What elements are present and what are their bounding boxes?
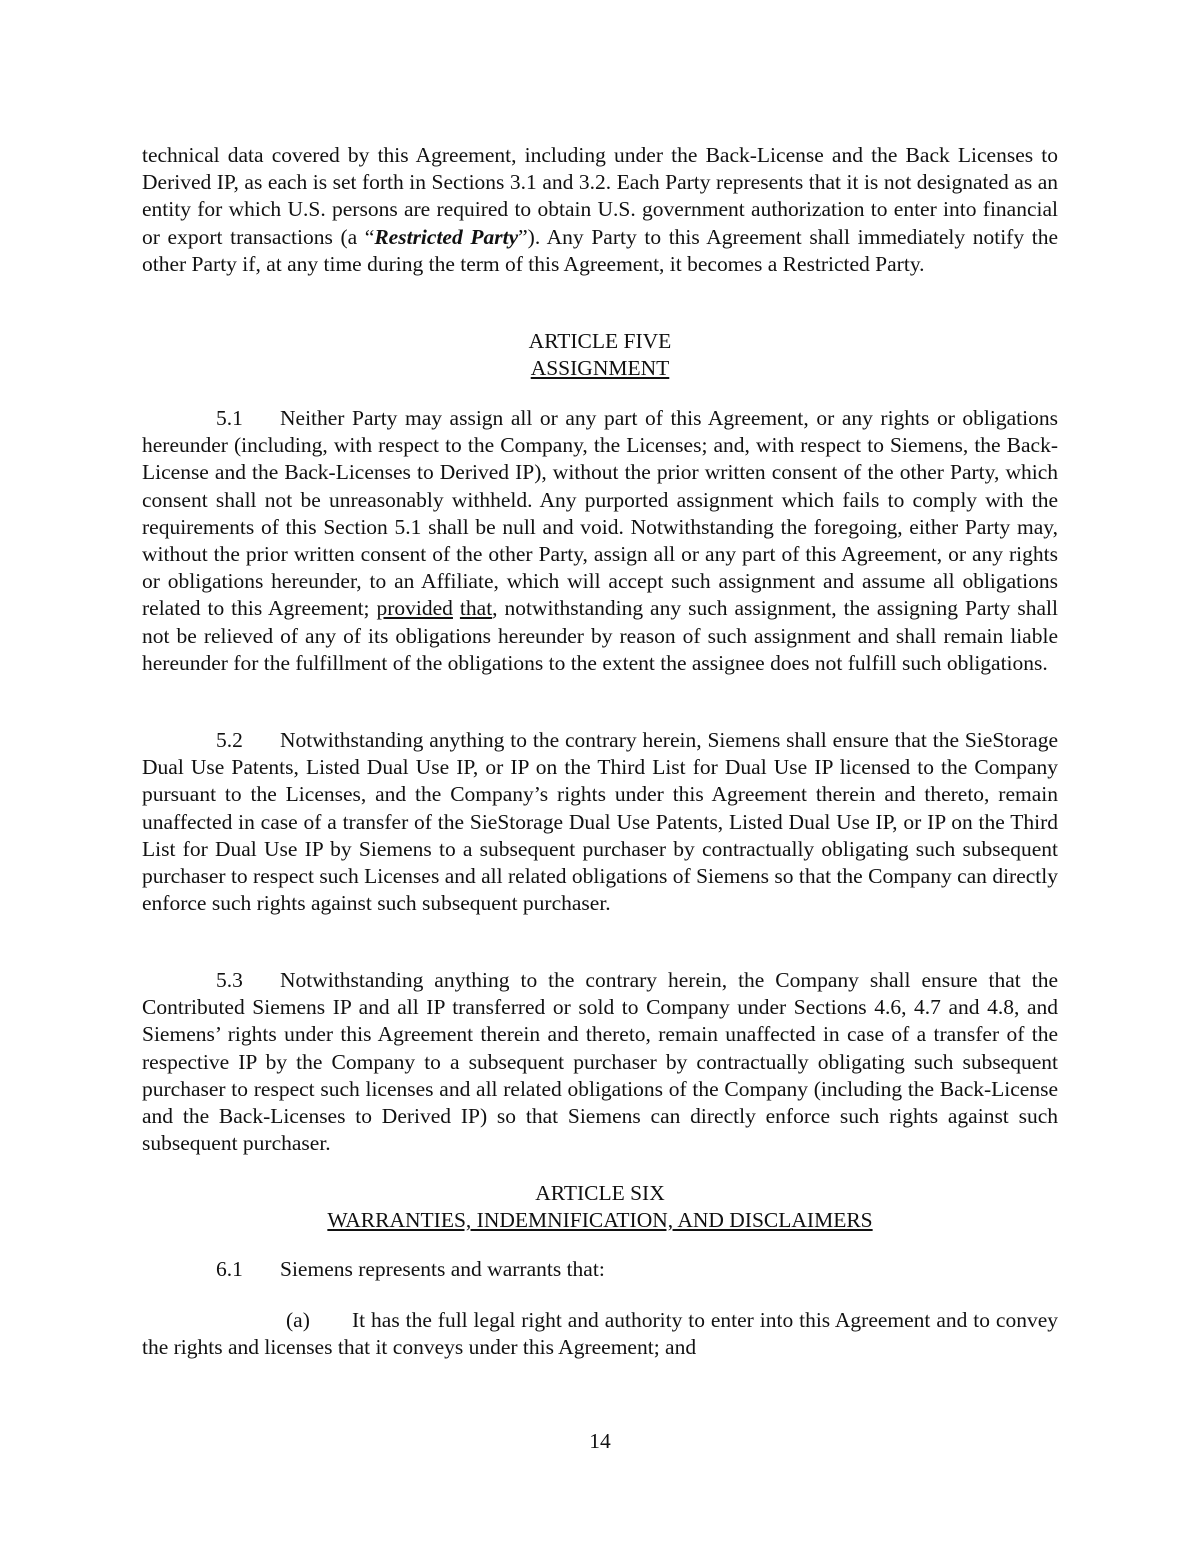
clause-text: It has the full legal right and authority to enter into this Agreement and to convey the rights and licenses that it conveys under this Agreement; and [142, 1308, 1058, 1360]
article-six-heading [142, 1180, 1058, 1234]
section-number: 5.2 [216, 728, 243, 752]
defined-term: Restricted Party [374, 224, 519, 249]
section-text: Neither Party may assign all or any part of this Agreement, or any rights or obligations hereunder (including, with respect to the Company, the Licenses; and, with respect to Siemens, the Back-License and the Back-Licenses to Derived IP), without the prior written consent of the other Party, which consent shall not be unreasonably withheld. Any purported assignment which fails to comply with the requirements of this Section 5.1 shall be null and void. Notwithstanding the foregoing, either Party may, without the prior written consent of the other Party, assign all or any part of this Agreement, or any rights or obligations hereunder, to an Affiliate, which will accept such assignment and assume all obligations related to this Agreement; [142, 406, 1058, 621]
article-five-heading [142, 328, 1058, 382]
section-5-2 [142, 727, 1058, 917]
paragraph-text: ”). Any Party to this Agreement shall immediately notify the other Party if, at any time during the term of this Agreement, it becomes a Restricted Party. [142, 224, 1058, 276]
section-number: 5.3 [216, 968, 243, 992]
page-number: 14 [589, 1429, 611, 1453]
section-6-1-a [142, 1307, 1058, 1361]
section-text: , notwithstanding any such assignment, the assigning Party shall not be relieved of any of its obligations hereunder by reason of such assignment and shall remain liable hereunder for the fulfillment of the obligations to the extent the assignee does not fulfill such obligations. [142, 596, 1058, 675]
section-5-3 [142, 967, 1058, 1157]
section-text: Siemens represents and warrants that: [280, 1257, 605, 1281]
article-title: ARTICLE FIVE [528, 329, 672, 353]
underlined-term: provided [376, 596, 453, 621]
section-5-1 [142, 405, 1058, 677]
paragraph-restricted-party [142, 142, 1058, 278]
section-number: 6.1 [216, 1257, 243, 1281]
section-number: 5.1 [216, 406, 243, 430]
clause-label: (a) [286, 1308, 310, 1332]
section-text: Notwithstanding anything to the contrary herein, the Company shall ensure that the Contributed Siemens IP and all IP transferred or sold to Company under Sections 4.6, 4.7 and 4.8, and Siemens’ rights under this Agreement therein and thereto, remain unaffected in case of a transfer of the respective IP by the Company to a subsequent purchaser by contractually obligating such subsequent purchaser to respect such licenses and all related obligations of the Company (including the Back-License and the Back-Licenses to Derived IP) so that Siemens can directly enforce such rights against such subsequent purchaser. [142, 968, 1058, 1156]
section-text: Notwithstanding anything to the contrary herein, Siemens shall ensure that the SieStorage Dual Use Patents, Listed Dual Use IP, or IP on the Third List for Dual Use IP licensed to the Company pursuant to the Licenses, and the Company’s rights under this Agreement therein and thereto, remain unaffected in case of a transfer of the SieStorage Dual Use Patents, Listed Dual Use IP, or IP on the Third List for Dual Use IP by Siemens to a subsequent purchaser by contractually obligating such subsequent purchaser to respect such Licenses and all related obligations of Siemens so that the Company can directly enforce such rights against such subsequent purchaser. [142, 728, 1058, 916]
section-6-1 [142, 1256, 1058, 1283]
paragraph-text: technical data covered by this Agreement, including under the Back-License and the Back Licenses to Derived IP, as each is set forth in Sections 3.1 and 3.2. Each Party represents that it is not designated as an entity for which U.S. persons are required to obtain U.S. government authorization to enter into financial or export transactions (a “ [142, 143, 1058, 249]
article-title: ARTICLE SIX [535, 1181, 665, 1205]
article-subtitle: ASSIGNMENT [530, 356, 670, 381]
underlined-term: that [459, 596, 493, 621]
article-subtitle: WARRANTIES, INDEMNIFICATION, AND DISCLAIMERS [327, 1208, 873, 1233]
